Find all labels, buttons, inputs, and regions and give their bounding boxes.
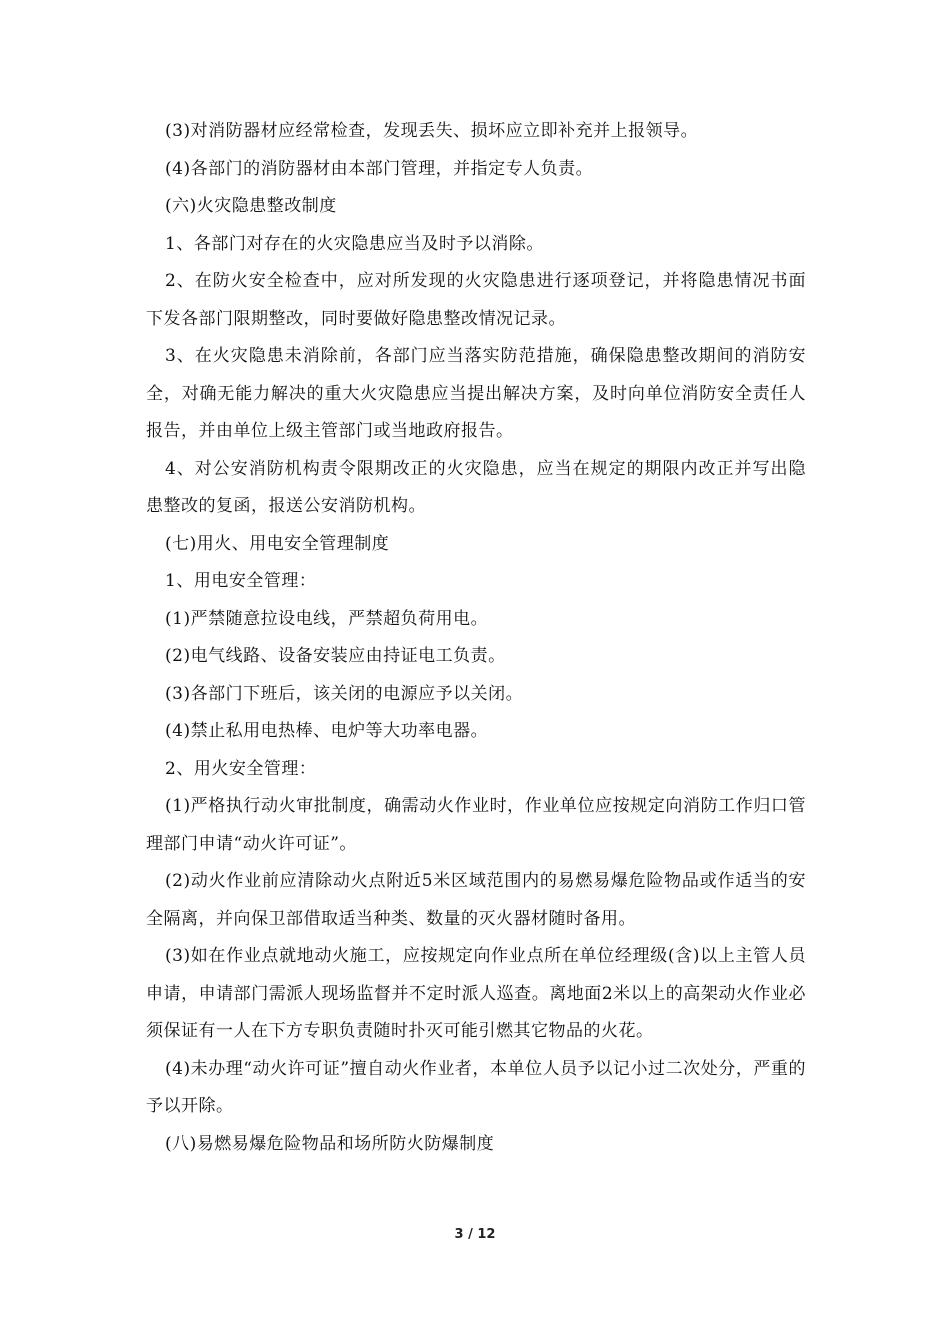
document-body bbox=[146, 113, 806, 1163]
paragraph: (3)各部门下班后，该关闭的电源应予以关闭。 bbox=[165, 683, 524, 704]
paragraph: (1)严禁随意拉设电线，严禁超负荷用电。 bbox=[165, 608, 489, 629]
paragraph: (4)禁止私用电热棒、电炉等大功率电器。 bbox=[165, 721, 489, 741]
paragraph: (2)动火作业前应清除动火点附近5米区域范围内的易燃易爆危险物品或作适当的安全隔离，并向保卫部借取适当种类、数量的灭火器材随时备用。 bbox=[146, 871, 806, 929]
section-heading: (六)火灾隐患整改制度 bbox=[165, 196, 337, 216]
paragraph: (1)严格执行动火审批制度，确需动火作业时，作业单位应按规定向消防工作归口管理部门申请“动火许可证”。 bbox=[146, 796, 806, 854]
paragraph: (3)对消防器材应经常检查，发现丢失、损坏应立即补充并上报领导。 bbox=[165, 121, 699, 141]
paragraph: 2、在防火安全检查中，应对所发现的火灾隐患进行逐项登记，并将隐患情况书面下发各部门限期整改，同时要做好隐患整改情况记录。 bbox=[146, 271, 806, 329]
section-heading: (八)易燃易爆危险物品和场所防火防爆制度 bbox=[165, 1133, 495, 1154]
paragraph: (2)电气线路、设备安装应由持证电工负责。 bbox=[165, 646, 506, 666]
subsection-heading: 2、用火安全管理： bbox=[165, 758, 317, 779]
section-heading: (七)用火、用电安全管理制度 bbox=[165, 533, 390, 554]
subsection-heading: 1、用电安全管理： bbox=[165, 571, 317, 591]
paragraph: 4、对公安消防机构责令限期改正的火灾隐患，应当在规定的期限内改正并写出隐患整改的复函，报送公安消防机构。 bbox=[146, 458, 806, 516]
paragraph: (3)如在作业点就地动火施工，应按规定向作业点所在单位经理级(含)以上主管人员申请，申请部门需派人现场监督并不定时派人巡查。离地面2米以上的高架动火作业必须保证有一人在下方专职负责随时扑灭可能引燃其它物品的火花。 bbox=[146, 946, 806, 1041]
paragraph: 1、各部门对存在的火灾隐患应当及时予以消除。 bbox=[165, 233, 544, 254]
paragraph: 3、在火灾隐患未消除前，各部门应当落实防范措施，确保隐患整改期间的消防安全，对确无能力解决的重大火灾隐患应当提出解决方案，及时向单位消防安全责任人报告，并由单位上级主管部门或当地政府报告。 bbox=[146, 346, 806, 441]
paragraph: (4)未办理“动火许可证”擅自动火作业者，本单位人员予以记小过二次处分，严重的予以开除。 bbox=[146, 1058, 806, 1116]
page-number: 3 / 12 bbox=[454, 1227, 496, 1242]
paragraph: (4)各部门的消防器材由本部门管理，并指定专人负责。 bbox=[165, 158, 594, 179]
